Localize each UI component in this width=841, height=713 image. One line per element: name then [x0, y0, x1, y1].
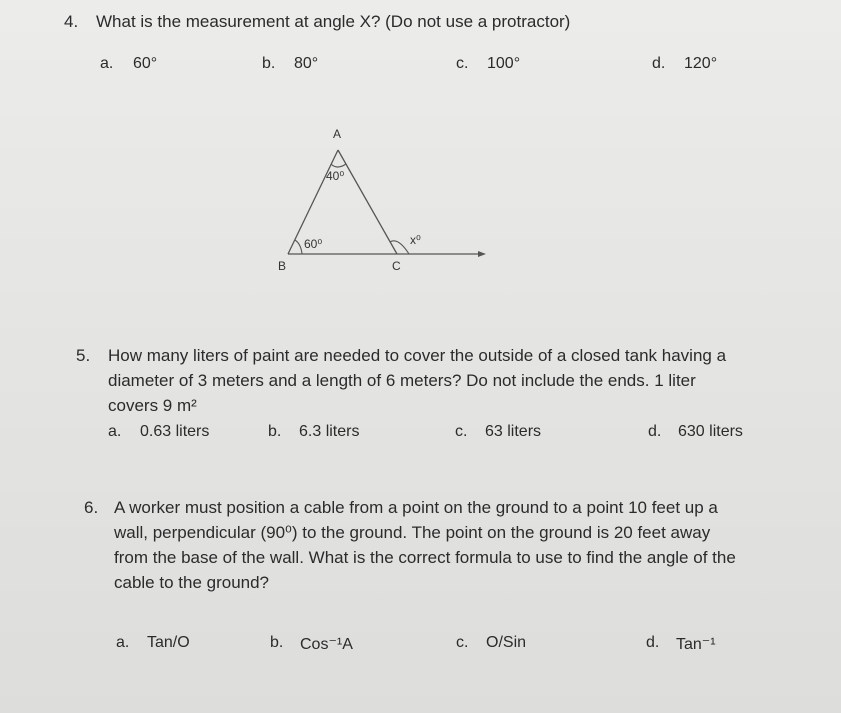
option-letter: a.	[108, 423, 122, 440]
option-text: 60°	[133, 55, 158, 72]
option-text: 120°	[684, 55, 718, 72]
option-text: 80°	[294, 55, 319, 72]
option-text: 6.3 liters	[299, 423, 360, 440]
question-line-3: from the base of the wall. What is the correct formula to use to find the angle of the	[114, 548, 736, 567]
option-text: 100°	[487, 55, 521, 72]
question-line-3: covers 9 m²	[108, 396, 197, 415]
angle-x-label: x⁰	[410, 233, 421, 247]
option-text: 630 liters	[678, 423, 743, 440]
option-letter: d.	[646, 634, 660, 651]
vertex-b-label: B	[278, 259, 287, 273]
side-ac	[338, 150, 397, 254]
option-letter: c.	[456, 55, 469, 72]
angle-b-arc	[295, 240, 302, 254]
question-text: What is the measurement at angle X? (Do not use a protractor)	[96, 12, 571, 31]
angle-b-label: 60⁰	[304, 237, 323, 251]
option-text: Tan⁻¹	[676, 636, 716, 653]
question-number: 6.	[84, 498, 99, 517]
question-number: 4.	[64, 12, 79, 31]
question-line-2: wall, perpendicular (90⁰) to the ground. The point on the ground is 20 feet away	[114, 523, 711, 542]
option-letter: c.	[456, 634, 469, 651]
option-text: Tan/O	[147, 634, 190, 651]
question-line-1: A worker must position a cable from a point on the ground to a point 10 feet up a	[114, 498, 718, 517]
option-letter: b.	[268, 423, 282, 440]
question-line-1: How many liters of paint are needed to cover the outside of a closed tank having a	[108, 346, 727, 365]
option-text: 0.63 liters	[140, 423, 210, 440]
arrowhead-icon	[478, 251, 486, 257]
option-letter: c.	[455, 423, 468, 440]
vertex-c-label: C	[392, 259, 401, 273]
angle-a-label: 40⁰	[326, 169, 345, 183]
option-letter: b.	[262, 55, 276, 72]
option-text: O/Sin	[486, 634, 527, 651]
option-letter: d.	[652, 55, 666, 72]
question-line-2: diameter of 3 meters and a length of 6 meters? Do not include the ends. 1 liter	[108, 371, 696, 390]
angle-a-arc	[331, 164, 346, 167]
option-letter: b.	[270, 634, 284, 651]
triangle-figure	[270, 120, 500, 280]
option-letter: d.	[648, 423, 662, 440]
option-text: Cos⁻¹A	[300, 636, 353, 653]
vertex-a-label: A	[333, 127, 342, 141]
question-number: 5.	[76, 346, 91, 365]
triangle-diagram	[270, 120, 500, 280]
question-line-4: cable to the ground?	[114, 573, 270, 592]
option-letter: a.	[116, 634, 130, 651]
option-text: 63 liters	[485, 423, 542, 440]
option-letter: a.	[100, 55, 114, 72]
